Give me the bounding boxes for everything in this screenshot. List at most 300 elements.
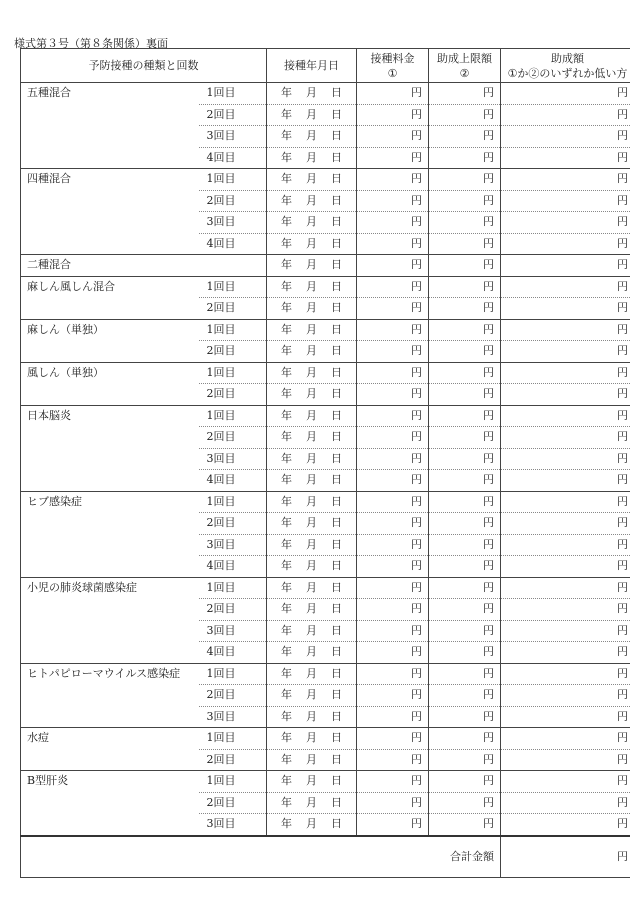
day-unit: 日 [331,494,342,508]
fee-cell[interactable]: 円 [357,147,429,169]
vaccination-date-cell[interactable] [267,362,357,384]
vaccine-name: 五種混合 [21,83,199,169]
month-unit: 月 [306,580,317,594]
subsidy-cell[interactable]: 円 [501,298,630,320]
header-date: 接種年月日 [267,49,357,83]
month-unit: 月 [306,193,317,207]
vaccination-date-cell[interactable] [267,212,357,234]
dose-number: 1回目 [199,276,267,298]
dose-number: 1回目 [199,663,267,685]
year-unit: 年 [281,666,292,680]
year-unit: 年 [281,731,292,745]
cap-cell[interactable]: 円 [429,556,501,578]
month-unit: 月 [306,817,317,831]
fee-cell[interactable]: 円 [357,255,429,277]
year-unit: 年 [281,215,292,229]
cap-cell[interactable]: 円 [429,620,501,642]
cap-cell[interactable]: 円 [429,427,501,449]
fee-cell[interactable]: 円 [357,83,429,105]
year-unit: 年 [281,150,292,164]
form-title: 様式第３号（第８条関係）裏面 [14,37,168,50]
day-unit: 日 [331,365,342,379]
day-unit: 日 [331,301,342,315]
year-unit: 年 [281,645,292,659]
header-cap-line2: ② [459,66,470,80]
subsidy-cell[interactable]: 円 [501,599,630,621]
dose-number: 4回目 [199,233,267,255]
day-unit: 日 [331,623,342,637]
subsidy-cell[interactable]: 円 [501,792,630,814]
vaccine-name: 二種混合 [21,255,199,277]
fee-cell[interactable]: 円 [357,212,429,234]
day-unit: 日 [331,602,342,616]
fee-cell[interactable]: 円 [357,341,429,363]
day-unit: 日 [331,795,342,809]
dose-number: 4回目 [199,470,267,492]
cap-cell[interactable]: 円 [429,534,501,556]
subsidy-cell[interactable]: 円 [501,319,630,341]
day-unit: 日 [331,215,342,229]
vaccine-name: 麻しん風しん混合 [21,276,199,319]
cap-cell[interactable]: 円 [429,642,501,664]
subsidy-cell[interactable]: 円 [501,556,630,578]
day-unit: 日 [331,537,342,551]
cap-cell[interactable]: 円 [429,126,501,148]
dose-number: 3回目 [199,706,267,728]
year-unit: 年 [281,623,292,637]
year-unit: 年 [281,86,292,100]
fee-cell[interactable]: 円 [357,405,429,427]
dose-number: 2回目 [199,190,267,212]
fee-cell[interactable]: 円 [357,556,429,578]
month-unit: 月 [306,709,317,723]
table-row [21,663,630,685]
cap-cell[interactable]: 円 [429,255,501,277]
subsidy-cell[interactable]: 円 [501,212,630,234]
cap-cell[interactable]: 円 [429,341,501,363]
dose-number: 2回目 [199,384,267,406]
cap-cell[interactable]: 円 [429,298,501,320]
cap-cell[interactable]: 円 [429,190,501,212]
vaccination-date-cell[interactable] [267,620,357,642]
subsidy-cell[interactable]: 円 [501,255,630,277]
vaccine-name: ヒトパピローマウイルス感染症 [21,663,199,728]
vaccination-date-cell[interactable] [267,513,357,535]
day-unit: 日 [331,473,342,487]
cap-cell[interactable]: 円 [429,513,501,535]
year-unit: 年 [281,537,292,551]
table-row [21,276,630,298]
subsidy-cell[interactable]: 円 [501,470,630,492]
fee-cell[interactable]: 円 [357,491,429,513]
subsidy-cell[interactable]: 円 [501,233,630,255]
vaccination-date-cell[interactable] [267,728,357,750]
cap-cell[interactable]: 円 [429,749,501,771]
month-unit: 月 [306,258,317,272]
month-unit: 月 [306,344,317,358]
day-unit: 日 [331,430,342,444]
day-unit: 日 [331,387,342,401]
fee-cell[interactable]: 円 [357,233,429,255]
subsidy-cell[interactable]: 円 [501,663,630,685]
day-unit: 日 [331,559,342,573]
dose-number: 3回目 [199,448,267,470]
subsidy-cell[interactable]: 円 [501,685,630,707]
subsidy-cell[interactable]: 円 [501,83,630,105]
cap-cell[interactable]: 円 [429,147,501,169]
vaccination-date-cell[interactable] [267,749,357,771]
vaccination-date-cell[interactable] [267,298,357,320]
subsidy-cell[interactable]: 円 [501,126,630,148]
vaccine-name: 風しん（単独） [21,362,199,405]
year-unit: 年 [281,301,292,315]
total-label: 合計金額 [21,836,501,878]
month-unit: 月 [306,387,317,401]
subsidy-cell[interactable]: 円 [501,169,630,191]
day-unit: 日 [331,107,342,121]
month-unit: 月 [306,666,317,680]
month-unit: 月 [306,86,317,100]
cap-cell[interactable]: 円 [429,792,501,814]
cap-cell[interactable]: 円 [429,771,501,793]
header-subsidy-line1: 助成額 [551,51,584,65]
table-row [21,405,630,427]
month-unit: 月 [306,408,317,422]
dose-number: 3回目 [199,126,267,148]
day-unit: 日 [331,817,342,831]
vaccination-date-cell[interactable] [267,534,357,556]
year-unit: 年 [281,193,292,207]
cap-cell[interactable]: 円 [429,384,501,406]
year-unit: 年 [281,795,292,809]
cap-cell[interactable]: 円 [429,814,501,836]
vaccination-date-cell[interactable] [267,83,357,105]
table-row [21,255,630,277]
fee-cell[interactable]: 円 [357,362,429,384]
vaccine-name: 小児の肺炎球菌感染症 [21,577,199,663]
fee-cell[interactable]: 円 [357,706,429,728]
fee-cell[interactable]: 円 [357,448,429,470]
fee-cell[interactable]: 円 [357,427,429,449]
cap-cell[interactable]: 円 [429,169,501,191]
year-unit: 年 [281,494,292,508]
month-unit: 月 [306,795,317,809]
day-unit: 日 [331,193,342,207]
header-fee-line2: ① [387,66,398,80]
vaccination-date-cell[interactable] [267,255,357,277]
year-unit: 年 [281,709,292,723]
vaccination-date-cell[interactable] [267,126,357,148]
year-unit: 年 [281,774,292,788]
month-unit: 月 [306,172,317,186]
vaccine-name: 四種混合 [21,169,199,255]
table-row [21,83,630,105]
subsidy-cell[interactable]: 円 [501,620,630,642]
dose-number: 3回目 [199,534,267,556]
vaccination-date-cell[interactable] [267,814,357,836]
cap-cell[interactable]: 円 [429,405,501,427]
month-unit: 月 [306,602,317,616]
subsidy-cell[interactable]: 円 [501,190,630,212]
vaccination-date-cell[interactable] [267,319,357,341]
vaccine-name: ヒブ感染症 [21,491,199,577]
vaccination-date-cell[interactable] [267,405,357,427]
month-unit: 月 [306,150,317,164]
dose-number: 3回目 [199,620,267,642]
cap-cell[interactable]: 円 [429,599,501,621]
cap-cell[interactable]: 円 [429,319,501,341]
fee-cell[interactable]: 円 [357,728,429,750]
dose-number: 1回目 [199,771,267,793]
dose-number: 2回目 [199,298,267,320]
year-unit: 年 [281,559,292,573]
fee-cell[interactable]: 円 [357,599,429,621]
dose-number: 1回目 [199,83,267,105]
subsidy-cell[interactable]: 円 [501,341,630,363]
vaccination-date-cell[interactable] [267,642,357,664]
year-unit: 年 [281,473,292,487]
vaccine-name: B型肝炎 [21,771,199,836]
year-unit: 年 [281,172,292,186]
fee-cell[interactable]: 円 [357,169,429,191]
cap-cell[interactable]: 円 [429,233,501,255]
year-unit: 年 [281,408,292,422]
dose-number: 2回目 [199,513,267,535]
cap-cell[interactable]: 円 [429,104,501,126]
year-unit: 年 [281,516,292,530]
dose-number: 3回目 [199,212,267,234]
subsidy-cell[interactable]: 円 [501,405,630,427]
fee-cell[interactable]: 円 [357,190,429,212]
year-unit: 年 [281,365,292,379]
month-unit: 月 [306,365,317,379]
fee-cell[interactable]: 円 [357,534,429,556]
cap-cell[interactable]: 円 [429,83,501,105]
year-unit: 年 [281,129,292,143]
vaccination-date-cell[interactable] [267,276,357,298]
year-unit: 年 [281,602,292,616]
dose-number: 4回目 [199,147,267,169]
total-amount-cell[interactable]: 円 [501,836,630,878]
year-unit: 年 [281,279,292,293]
vaccination-date-cell[interactable] [267,599,357,621]
vaccination-date-cell[interactable] [267,577,357,599]
subsidy-cell[interactable]: 円 [501,104,630,126]
dose-number: 2回目 [199,427,267,449]
table-row [21,577,630,599]
subsidy-cell[interactable]: 円 [501,577,630,599]
fee-cell[interactable]: 円 [357,792,429,814]
subsidy-table [20,48,630,878]
month-unit: 月 [306,623,317,637]
month-unit: 月 [306,752,317,766]
cap-cell[interactable]: 円 [429,470,501,492]
fee-cell[interactable]: 円 [357,126,429,148]
fee-cell[interactable]: 円 [357,814,429,836]
fee-cell[interactable]: 円 [357,384,429,406]
table-row [21,771,630,793]
cap-cell[interactable]: 円 [429,706,501,728]
day-unit: 日 [331,580,342,594]
dose-number: 4回目 [199,642,267,664]
table-row [21,319,630,341]
dose-number: 4回目 [199,556,267,578]
month-unit: 月 [306,129,317,143]
year-unit: 年 [281,752,292,766]
year-unit: 年 [281,107,292,121]
table-body [21,83,630,836]
vaccination-date-cell[interactable] [267,685,357,707]
cap-cell[interactable]: 円 [429,448,501,470]
cap-cell[interactable]: 円 [429,491,501,513]
dose-number: 1回目 [199,577,267,599]
fee-cell[interactable]: 円 [357,620,429,642]
cap-cell[interactable]: 円 [429,577,501,599]
year-unit: 年 [281,451,292,465]
subsidy-cell[interactable]: 円 [501,513,630,535]
day-unit: 日 [331,516,342,530]
month-unit: 月 [306,451,317,465]
vaccination-date-cell[interactable] [267,427,357,449]
cap-cell[interactable]: 円 [429,276,501,298]
month-unit: 月 [306,215,317,229]
cap-cell[interactable]: 円 [429,212,501,234]
dose-number: 3回目 [199,814,267,836]
vaccine-name: 水痘 [21,728,199,771]
day-unit: 日 [331,451,342,465]
month-unit: 月 [306,688,317,702]
day-unit: 日 [331,129,342,143]
header-cap-line1: 助成上限額 [437,51,492,65]
fee-cell[interactable]: 円 [357,577,429,599]
fee-cell[interactable]: 円 [357,749,429,771]
dose-number: 2回目 [199,685,267,707]
dose-number: 2回目 [199,792,267,814]
fee-cell[interactable]: 円 [357,298,429,320]
table-row [21,728,630,750]
year-unit: 年 [281,236,292,250]
vaccination-date-cell[interactable] [267,190,357,212]
fee-cell[interactable]: 円 [357,513,429,535]
day-unit: 日 [331,236,342,250]
vaccine-name: 麻しん（単独） [21,319,199,362]
fee-cell[interactable]: 円 [357,771,429,793]
fee-cell[interactable]: 円 [357,470,429,492]
subsidy-cell[interactable]: 円 [501,534,630,556]
subsidy-cell[interactable]: 円 [501,427,630,449]
vaccination-date-cell[interactable] [267,169,357,191]
fee-cell[interactable]: 円 [357,663,429,685]
subsidy-cell[interactable]: 円 [501,706,630,728]
day-unit: 日 [331,709,342,723]
month-unit: 月 [306,236,317,250]
vaccination-date-cell[interactable] [267,792,357,814]
month-unit: 月 [306,774,317,788]
vaccination-date-cell[interactable] [267,147,357,169]
month-unit: 月 [306,516,317,530]
vaccination-date-cell[interactable] [267,771,357,793]
day-unit: 日 [331,279,342,293]
fee-cell[interactable]: 円 [357,104,429,126]
vaccination-date-cell[interactable] [267,556,357,578]
vaccine-name: 日本脳炎 [21,405,199,491]
year-unit: 年 [281,817,292,831]
dose-number: 1回目 [199,362,267,384]
day-unit: 日 [331,322,342,336]
year-unit: 年 [281,688,292,702]
total-row [21,836,630,878]
subsidy-cell[interactable]: 円 [501,728,630,750]
vaccination-date-cell[interactable] [267,384,357,406]
vaccination-date-cell[interactable] [267,706,357,728]
fee-cell[interactable]: 円 [357,276,429,298]
vaccination-date-cell[interactable] [267,341,357,363]
table-row [21,169,630,191]
subsidy-cell[interactable]: 円 [501,147,630,169]
subsidy-cell[interactable]: 円 [501,749,630,771]
day-unit: 日 [331,731,342,745]
vaccination-date-cell[interactable] [267,448,357,470]
cap-cell[interactable]: 円 [429,728,501,750]
header-cap [429,49,501,83]
header-subsidy [501,49,630,83]
day-unit: 日 [331,150,342,164]
subsidy-cell[interactable]: 円 [501,814,630,836]
cap-cell[interactable]: 円 [429,685,501,707]
day-unit: 日 [331,666,342,680]
month-unit: 月 [306,301,317,315]
dose-number: 2回目 [199,341,267,363]
subsidy-cell[interactable]: 円 [501,384,630,406]
dose-number: 1回目 [199,405,267,427]
fee-cell[interactable]: 円 [357,685,429,707]
day-unit: 日 [331,258,342,272]
day-unit: 日 [331,86,342,100]
fee-cell[interactable]: 円 [357,642,429,664]
month-unit: 月 [306,494,317,508]
vaccination-date-cell[interactable] [267,470,357,492]
subsidy-cell[interactable]: 円 [501,362,630,384]
dose-number: 1回目 [199,169,267,191]
cap-cell[interactable]: 円 [429,362,501,384]
cap-cell[interactable]: 円 [429,663,501,685]
dose-number: 2回目 [199,749,267,771]
subsidy-cell[interactable]: 円 [501,642,630,664]
month-unit: 月 [306,559,317,573]
vaccination-date-cell[interactable] [267,104,357,126]
year-unit: 年 [281,580,292,594]
subsidy-cell[interactable]: 円 [501,276,630,298]
header-row [21,49,630,83]
vaccination-date-cell[interactable] [267,663,357,685]
month-unit: 月 [306,322,317,336]
year-unit: 年 [281,322,292,336]
dose-number: 1回目 [199,728,267,750]
fee-cell[interactable]: 円 [357,319,429,341]
header-subsidy-line2: ①か②のいずれか低い方 [507,66,628,80]
vaccination-date-cell[interactable] [267,233,357,255]
subsidy-cell[interactable]: 円 [501,491,630,513]
day-unit: 日 [331,688,342,702]
month-unit: 月 [306,430,317,444]
subsidy-cell[interactable]: 円 [501,771,630,793]
subsidy-cell[interactable]: 円 [501,448,630,470]
header-fee [357,49,429,83]
year-unit: 年 [281,344,292,358]
table-row [21,362,630,384]
month-unit: 月 [306,645,317,659]
vaccination-date-cell[interactable] [267,491,357,513]
